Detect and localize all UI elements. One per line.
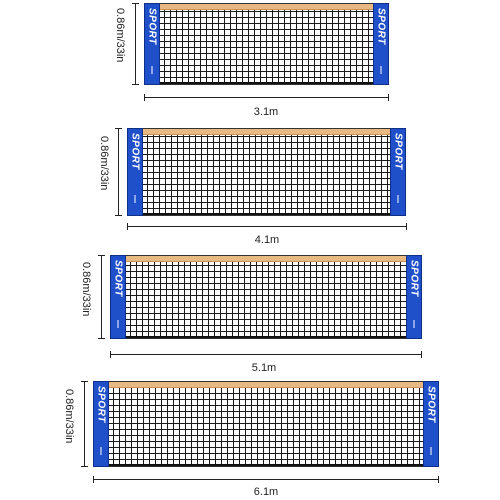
pole-brand-text: SPORT xyxy=(95,386,107,423)
left-pole-4 xyxy=(93,381,109,467)
net-top-tape-1 xyxy=(146,4,384,10)
width-dimension-1 xyxy=(144,94,389,101)
height-label-4: 0.86m/33in xyxy=(63,389,75,444)
width-dimension-4 xyxy=(93,476,439,483)
height-label-3: 0.86m/33in xyxy=(80,262,92,317)
width-label-1: 3.1m xyxy=(253,106,279,118)
pole-brand-text: SPORT xyxy=(375,8,387,45)
pole-brand-text: SPORT xyxy=(129,133,141,170)
width-dimension-3 xyxy=(110,351,422,358)
net-top-tape-3 xyxy=(112,256,420,262)
net-top-tape-4 xyxy=(95,382,438,388)
right-pole-1 xyxy=(373,3,389,85)
width-label-3: 5.1m xyxy=(251,362,277,374)
right-pole-4 xyxy=(423,381,439,467)
left-pole-3 xyxy=(110,255,126,339)
right-pole-2 xyxy=(390,128,406,216)
net-mesh-2 xyxy=(128,128,404,216)
left-pole-2 xyxy=(127,128,143,216)
height-label-1: 0.86m/33in xyxy=(114,8,126,63)
height-label-2: 0.86m/33in xyxy=(98,136,110,191)
net-mesh-4 xyxy=(94,381,439,467)
width-dimension-2 xyxy=(127,223,407,230)
net-mesh-1 xyxy=(145,3,385,85)
left-pole-1 xyxy=(144,3,160,85)
pole-brand-text: SPORT xyxy=(112,260,124,297)
pole-brand-text: SPORT xyxy=(408,260,420,297)
width-label-4: 6.1m xyxy=(253,486,279,498)
width-label-2: 4.1m xyxy=(254,234,280,246)
net-top-tape-2 xyxy=(129,129,403,135)
right-pole-3 xyxy=(406,255,422,339)
pole-brand-text: SPORT xyxy=(392,133,404,170)
pole-brand-text: SPORT xyxy=(146,8,158,45)
pole-brand-text: SPORT xyxy=(425,386,437,423)
net-mesh-3 xyxy=(111,255,421,339)
